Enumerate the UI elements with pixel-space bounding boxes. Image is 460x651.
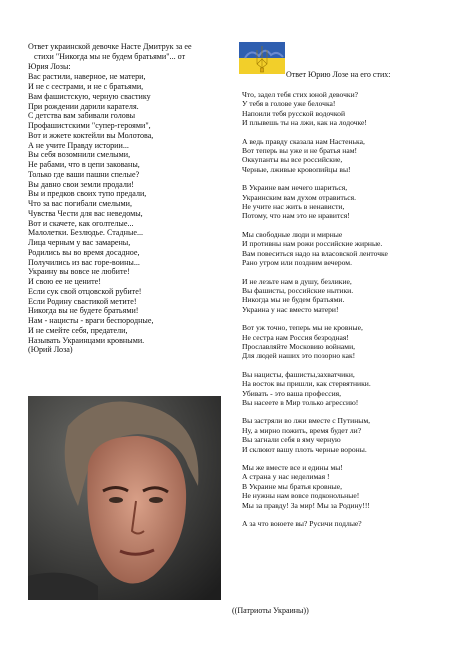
poem-line: И не с сестрами, и не с братьями, [28,82,144,91]
poem-line: Вы себя возомнили смелыми, [28,150,131,160]
poem-line: Родились вы во время досадное, [28,247,140,257]
poem-line: И не смейте себя, предатели, [28,325,128,335]
poem-line: Не рабами, что в цепи закованы, [28,160,140,169]
stanza-gap [242,407,442,416]
stanza [242,230,442,268]
poem-line: Мы за правду! За мир! Мы за Родину!!! [242,500,370,510]
poem-line: Напоили тебя русской водочкой [242,108,346,118]
photo-icon [28,396,221,600]
poem-line: А ведь правду сказала нам Настенька, [242,136,365,146]
poem-line: И противны нам рожи российские жирные. [242,239,383,249]
poem-line: Вот теперь вы уже и не братья нам! [242,146,358,156]
poem-line: На восток вы пришли, как стервятники. [242,379,371,389]
poem-line: Лица черным у вас замарены, [28,238,131,247]
poem-line: Нам - нацисты - враги беспородные, [28,316,154,325]
stanza [242,90,442,128]
poem-line: Вы застряли во лжи вместе с Путиным, [242,416,371,426]
left-poem-lines [28,72,220,355]
right-poem-stanzas [242,90,442,528]
poem-line: Если сук свой отцовской рубите! [28,286,142,296]
poem-line: Малолетки. Безлюдье. Стадные... [28,228,144,238]
poem-line: Украину вы вовсе не любите! [28,267,130,277]
stanza [242,137,442,175]
poem-line: С детства вам забивали головы [28,111,136,121]
stanza-gap [242,314,442,323]
poem-line: У тебя в голове уже белочка! [242,99,336,109]
right-poem [242,90,442,528]
poem-line: А не учите Правду истории... [28,140,129,150]
stanza [242,416,442,454]
poem-line: Мы же вместе все и едины мы! [242,463,343,472]
poem-line: Убивать - это ваша профессия, [242,388,342,398]
poem-line: (Юрий Лоза) [28,345,73,355]
ukraine-flag-image [239,42,285,74]
poem-line: Не учите нас жить в ненависти, [242,202,345,212]
poem-line: Вы нацисты, фашисты,захватчики, [242,369,355,379]
poem-line: Не нужны нам вовсе подконольные! [242,491,360,501]
poem-line: Вас растили, наверное, не матери, [28,72,146,82]
poem-line: Только где ваши пашни спелые? [28,169,140,179]
flag-icon [239,42,285,74]
left-poem-title [28,42,220,71]
stanza [242,370,442,408]
stanza [242,323,442,361]
poem-line: И не лезьте нам в душу, безликие, [242,276,352,286]
poem-line: Вам фашистскую, черную свастику [28,91,151,101]
poem-line: И свою ее не цените! [28,277,101,286]
poem-line: Вы и предков своих тупо предали, [28,189,147,199]
title-line: Юрия Лозы: [28,61,71,71]
poem-line: Рано утром или поздним вечером. [242,258,353,268]
poem-line: Что за вас погибали смелыми, [28,199,132,208]
poem-line: Не сестра нам Россия безродная! [242,332,349,342]
poem-line: Украина у нас вместо матери! [242,304,339,314]
poem-line: Вы загнали себя в яму черную [242,435,341,445]
poem-line: Вы давно свои земли продали! [28,179,134,189]
left-poem [28,42,220,355]
stanza-gap [242,361,442,370]
poem-line: Если Родину свастикой метите! [28,296,137,306]
poem-line: При рождении дарили карателя. [28,101,139,111]
footer-signature: ((Патриоты Украины)) [232,606,309,615]
poem-line: И склюют вашу плоть черные вороны. [242,444,367,454]
poem-line: Мы свободные люди и мирные [242,229,343,239]
poem-line: Потому, что нам это не нравится! [242,211,350,221]
poem-line: В Украине мы братья кровные, [242,481,343,491]
title-line: стихи "Никогда мы не будем братьями"... от [34,51,186,61]
poem-line: Вот уж точно, теперь мы не кровные, [242,323,363,333]
poem-line: Вот и скачете, как оголтелые... [28,218,134,228]
stanza-gap [242,221,442,230]
poem-line: Никогда вы не будете братьями! [28,306,139,316]
poem-line: Получились из вас горе-воины... [28,257,140,267]
stanza [242,277,442,315]
poem-line: Прославляйте Московию войнами, [242,341,356,351]
stanza-gap [242,454,442,463]
title-line: Ответ украинской девочке Насте Дмитрук за ее [28,42,192,51]
poem-line: А за что воюете вы? Русичи подлые? [242,519,362,529]
poem-line: В Украине вам нечего шариться, [242,183,348,193]
portrait-photo [28,396,221,600]
poem-line: Вы насеете в Мир только агрессию! [242,397,359,407]
poem-line: И плывешь ты на лжи, как на лодочке! [242,118,367,128]
poem-line: Ну, а мирно пожить, время будет ли? [242,425,362,435]
stanza [242,183,442,221]
stanza [242,463,442,510]
stanza-gap [242,268,442,277]
poem-line: Черные, лживые кровопийцы вы! [242,164,351,174]
poem-line: А страна у нас неделимая ! [242,472,330,482]
poem-line: Чувства Чести для вас неведомы, [28,208,143,218]
right-poem-title: Ответ Юрию Лозе на его стих: [286,70,391,79]
stanza-gap [242,510,442,519]
poem-line: Вы фашисты, российские нытики. [242,285,354,295]
poem-line: Называть Украинцами кровными. [28,335,145,345]
poem-line: Профашистскими "супер-героями", [28,121,151,130]
poem-line: Никогда мы не будем братьями. [242,295,345,305]
poem-line: Оккупанты вы все российские, [242,155,343,165]
stanza-gap [242,174,442,183]
poem-line: Вот и жжете коктейли вы Молотова, [28,130,154,140]
stanza-gap [242,128,442,137]
stanza [242,519,442,528]
poem-line: Вам повеситься надо на власовской ленточке [242,248,388,258]
poem-line: Украинским вам духом отравиться. [242,192,357,202]
poem-line: Что, задел тебя стих юной девочки? [242,90,359,99]
poem-line: Для людей наших это позорно как! [242,351,356,361]
